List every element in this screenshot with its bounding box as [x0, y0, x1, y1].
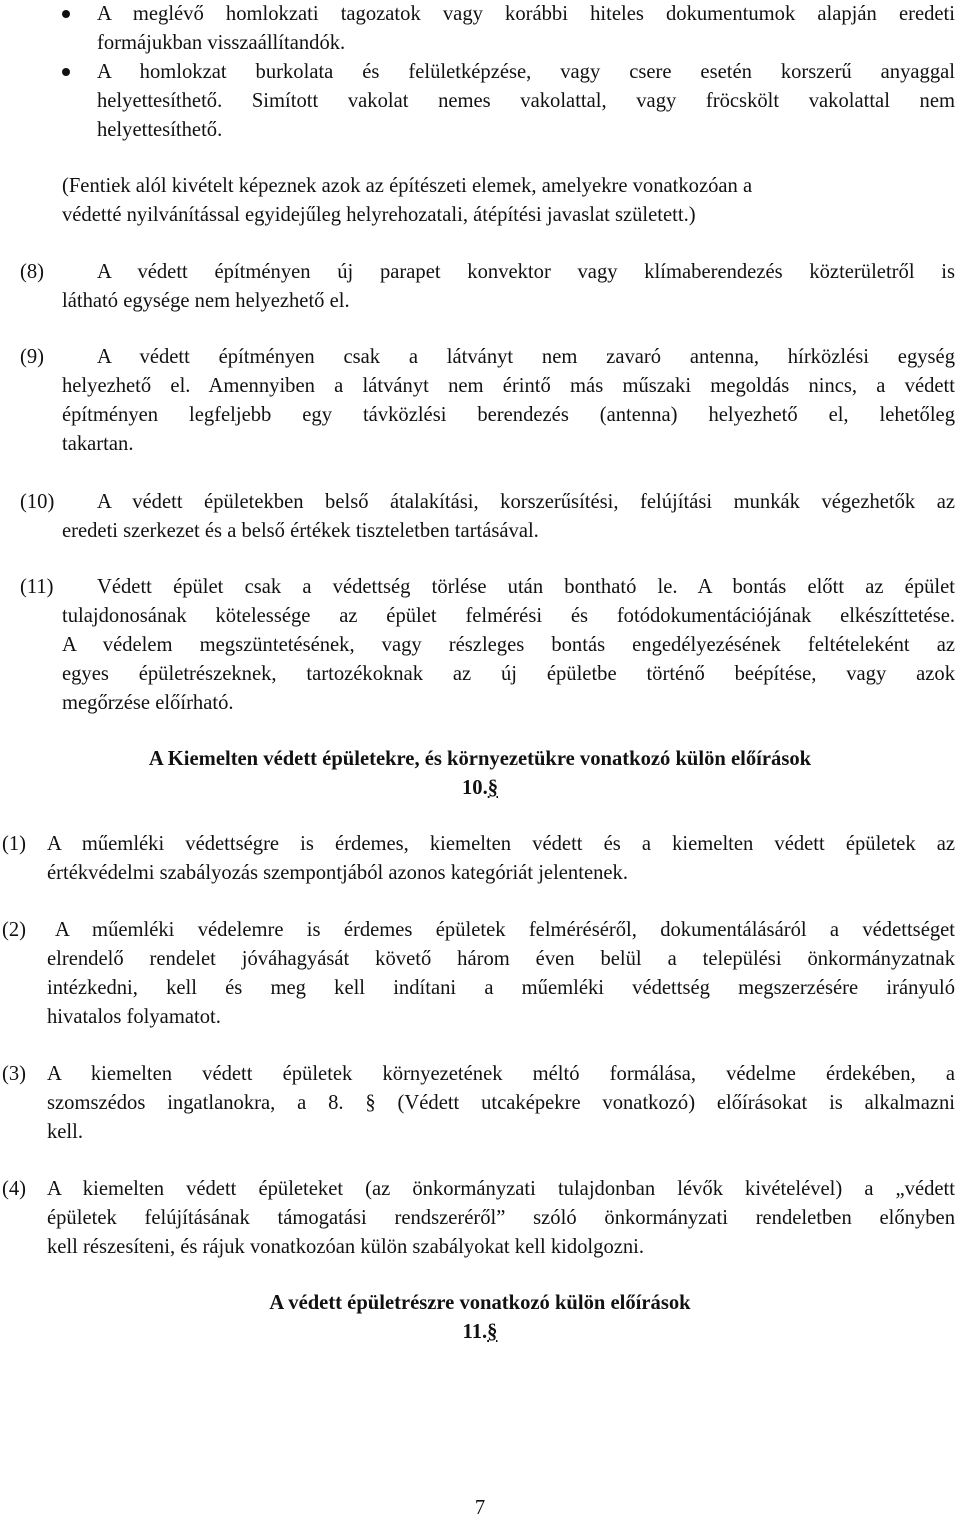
- section-number: 10.: [461, 777, 488, 799]
- paragraph-11-line-1: Védett épület csak a védettség törlése után bontható le. A bontás előtt az épület: [97, 576, 955, 598]
- paragraph-number: (8): [20, 261, 45, 283]
- paragraph-number: (3): [2, 1063, 27, 1085]
- paragraph-11-line-4: egyes épületrészeknek, tartozékoknak az új épületbe történő beépítése, vagy azok: [62, 663, 955, 685]
- page-number: 7: [474, 1497, 486, 1519]
- section-10-para-3-line-1: A kiemelten védett épületek környezetének méltó formálása, védelme érdekében, a: [47, 1063, 955, 1085]
- paragraph-number: (2): [2, 919, 27, 941]
- section-10-para-1-line-2: értékvédelmi szabályozás szempontjából azonos kategóriát jelentenek.: [47, 862, 628, 884]
- paragraph-number: (11): [20, 576, 54, 598]
- paragraph-9-line-2: helyezhető el. Amennyiben a látványt nem érintő más műszaki megoldás nincs, a védett: [62, 375, 955, 397]
- paragraph-8-line-2: látható egysége nem helyezhető el.: [62, 290, 350, 312]
- bullet-2-line-1: A homlokzat burkolata és felületképzése, vagy csere esetén korszerű anyaggal: [97, 61, 955, 83]
- section-symbol: §: [487, 777, 499, 799]
- section-10-para-2-line-1: A műemléki védelemre is érdemes épületek felméréséről, dokumentálásáról a védettséget: [55, 919, 955, 941]
- exception-note-line-2: védetté nyilvánítással egyidejűleg helyrehozatali, átépítési javaslat született.): [62, 204, 696, 226]
- paragraph-9-line-3: építményen legfeljebb egy távközlési berendezés (antenna) helyezhető el, lehetőleg: [62, 404, 955, 426]
- paragraph-number: (4): [2, 1178, 27, 1200]
- bullet-icon: [62, 10, 70, 18]
- paragraph-9-line-1: A védett építményen csak a látványt nem zavaró antenna, hírközlési egység: [97, 346, 955, 368]
- paragraph-9-line-4: takartan.: [62, 433, 134, 455]
- section-10-para-4-line-1: A kiemelten védett épületeket (az önkormányzati tulajdonban lévők kivételével) a „védett: [47, 1178, 955, 1200]
- section-11-number: [0, 1318, 960, 1346]
- section-10-para-3-line-3: kell.: [47, 1121, 84, 1143]
- section-10-para-2-line-2: elrendelő rendelet jóváhagyását követő három éven belül a települési önkormányzatnak: [47, 948, 955, 970]
- section-10-para-4-line-3: kell részesíteni, és rájuk vonatkozóan külön szabályokat kell kidolgozni.: [47, 1236, 645, 1258]
- paragraph-number: (10): [20, 491, 55, 513]
- paragraph-11-line-3: A védelem megszüntetésének, vagy részleges bontás engedélyezésének feltételeként az: [62, 634, 955, 656]
- section-symbol: §: [487, 1321, 498, 1343]
- section-10-heading: A Kiemelten védett épületekre, és környezetükre vonatkozó külön előírások: [148, 748, 812, 770]
- section-10-para-1-line-1: A műemléki védettségre is érdemes, kiemelten védett és a kiemelten védett épületek az: [47, 833, 955, 855]
- section-10-para-2-line-3: intézkedni, kell és meg kell indítani a műemléki védettség megszerzésére irányuló: [47, 977, 955, 999]
- bullet-icon: [62, 68, 70, 76]
- paragraph-number: (9): [20, 346, 45, 368]
- paragraph-10-line-2: eredeti szerkezet és a belső értékek tiszteletben tartásával.: [62, 520, 539, 542]
- section-10-number: [0, 774, 960, 802]
- section-11-heading: A védett épületrészre vonatkozó külön előírások: [269, 1292, 691, 1314]
- bullet-2-line-3: helyettesíthető.: [97, 119, 223, 141]
- paragraph-number: (1): [2, 833, 27, 855]
- paragraph-11-line-5: megőrzése előírható.: [62, 692, 234, 714]
- bullet-1-line-1: A meglévő homlokzati tagozatok vagy korábbi hiteles dokumentumok alapján eredeti: [97, 3, 955, 25]
- section-10-para-4-line-2: épületek felújításának támogatási rendszeréről” szóló önkormányzati rendeletben előnyben: [47, 1207, 955, 1229]
- paragraph-10-line-1: A védett épületekben belső átalakítási, korszerűsítési, felújítási munkák végezhetők az: [97, 491, 955, 513]
- section-number: 11.: [462, 1321, 488, 1343]
- exception-note-line-1: (Fentiek alól kivételt képeznek azok az építészeti elemek, amelyekre vonatkozóan a: [62, 175, 753, 197]
- section-10-para-3-line-2: szomszédos ingatlanokra, a 8. § (Védett utcaképekre vonatkozó) előírásokat is alkalmazni: [47, 1092, 955, 1114]
- section-10-para-2-line-4: hivatalos folyamatot.: [47, 1006, 221, 1028]
- bullet-2-line-2: helyettesíthető. Simított vakolat nemes vakolattal, vagy fröcskölt vakolattal nem: [97, 90, 955, 112]
- bullet-1-line-2: formájukban visszaállítandók.: [97, 32, 346, 54]
- paragraph-11-line-2: tulajdonosának kötelessége az épület felmérési és fotódokumentációjának elkészíttetése.: [62, 605, 955, 627]
- paragraph-8-line-1: A védett építményen új parapet konvektor vagy klímaberendezés közterületről is: [97, 261, 955, 283]
